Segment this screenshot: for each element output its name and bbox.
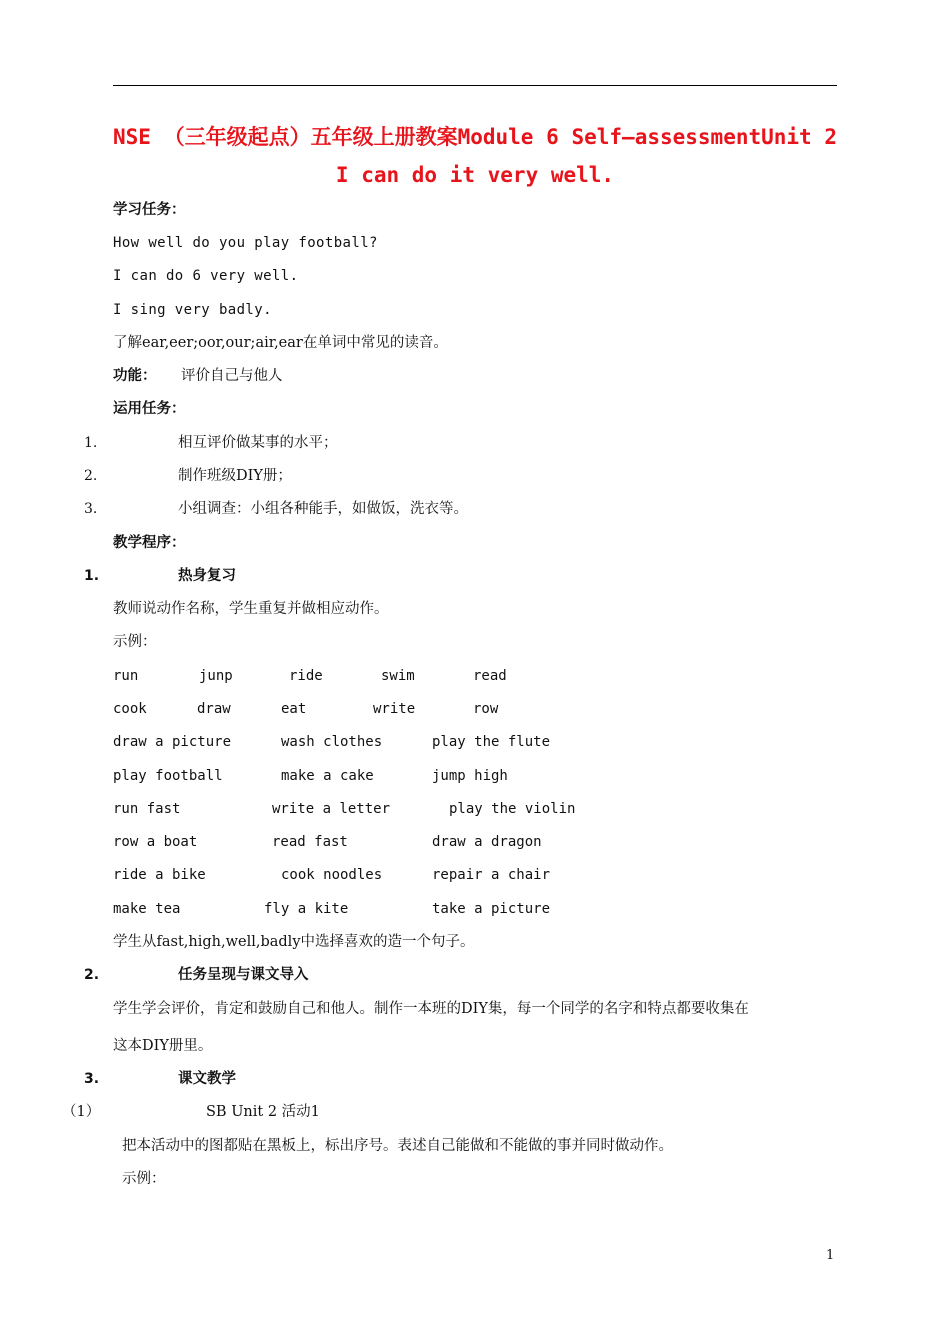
task-line: How well do you play football?	[113, 235, 378, 251]
title-line2: I can do it very well.	[335, 163, 615, 187]
usage-item: 相互评价做某事的水平；	[178, 435, 338, 451]
phrase: ride a bike	[113, 867, 206, 883]
phrase: write a letter	[272, 801, 391, 817]
after-words-text: 学生从fast,high,well,badly中选择喜欢的造一个句子。	[113, 934, 475, 950]
document-title	[113, 118, 837, 194]
title-line1-right: Self—assessmentUnit 2	[571, 125, 837, 149]
usage-item-number: 3.	[84, 501, 98, 517]
phrase: take a picture	[432, 901, 551, 917]
word: junp	[199, 668, 233, 684]
step2-desc: 这本DIY册里。	[113, 1038, 213, 1054]
word: ride	[289, 668, 323, 684]
phrase: cook noodles	[281, 867, 383, 883]
usage-item: 制作班级DIY册；	[178, 468, 292, 484]
header-rule	[113, 85, 837, 86]
procedure-heading: 教学程序：	[113, 535, 186, 551]
word: swim	[381, 668, 415, 684]
phrase: draw a picture	[113, 734, 232, 750]
title-line1-left: NSE （三年级起点）五年级上册教案Module 6	[113, 125, 559, 149]
phrase: run fast	[113, 801, 181, 817]
word: eat	[281, 701, 307, 717]
step2-title: 任务呈现与课文导入	[178, 967, 309, 983]
word: cook	[113, 701, 147, 717]
usage-item-number: 1.	[84, 435, 98, 451]
step3-example: 示例：	[122, 1171, 166, 1187]
step1-example: 示例：	[113, 634, 157, 650]
step1-title: 热身复习	[178, 568, 236, 584]
word: run	[113, 668, 139, 684]
word: row	[473, 701, 499, 717]
phrase: make tea	[113, 901, 181, 917]
step2-desc: 学生学会评价，肯定和鼓励自己和他人。制作一本班的DIY集，每一个同学的名字和特点都要收集在	[113, 1001, 749, 1017]
usage-heading: 运用任务：	[113, 401, 186, 417]
phrase: play the violin	[449, 801, 576, 817]
step3-number: 3.	[84, 1071, 100, 1087]
function-label: 功能：	[113, 368, 157, 384]
phrase: jump high	[432, 768, 508, 784]
step3-title: 课文教学	[178, 1071, 236, 1087]
task-line: I can do 6 very well.	[113, 268, 299, 284]
phrase: play the flute	[432, 734, 551, 750]
step3-sub-title: SB Unit 2 活动1	[206, 1104, 320, 1120]
step1-desc: 教师说动作名称，学生重复并做相应动作。	[113, 601, 389, 617]
task-line: 了解ear,eer;oor,our;air,ear在单词中常见的读音。	[113, 335, 448, 351]
phrase: play football	[113, 768, 223, 784]
page-number: 1	[826, 1248, 835, 1263]
phrase: draw a dragon	[432, 834, 542, 850]
phrase: row a boat	[113, 834, 198, 850]
phrase: read fast	[272, 834, 348, 850]
function-text: 评价自己与他人	[181, 368, 283, 384]
usage-item-number: 2.	[84, 468, 98, 484]
phrase: make a cake	[281, 768, 374, 784]
usage-item: 小组调查：小组各种能手，如做饭，洗衣等。	[178, 501, 468, 517]
task-line: I sing very badly.	[113, 302, 272, 318]
word: write	[373, 701, 416, 717]
tasks-heading: 学习任务：	[113, 202, 186, 218]
step2-number: 2.	[84, 967, 100, 983]
word: read	[473, 668, 507, 684]
step3-sub-number: （1）	[62, 1104, 101, 1120]
word: draw	[197, 701, 231, 717]
step3-desc: 把本活动中的图都贴在黑板上，标出序号。表述自己能做和不能做的事并同时做动作。	[122, 1138, 673, 1154]
step1-number: 1.	[84, 568, 100, 584]
phrase: wash clothes	[281, 734, 383, 750]
phrase: fly a kite	[264, 901, 349, 917]
phrase: repair a chair	[432, 867, 551, 883]
